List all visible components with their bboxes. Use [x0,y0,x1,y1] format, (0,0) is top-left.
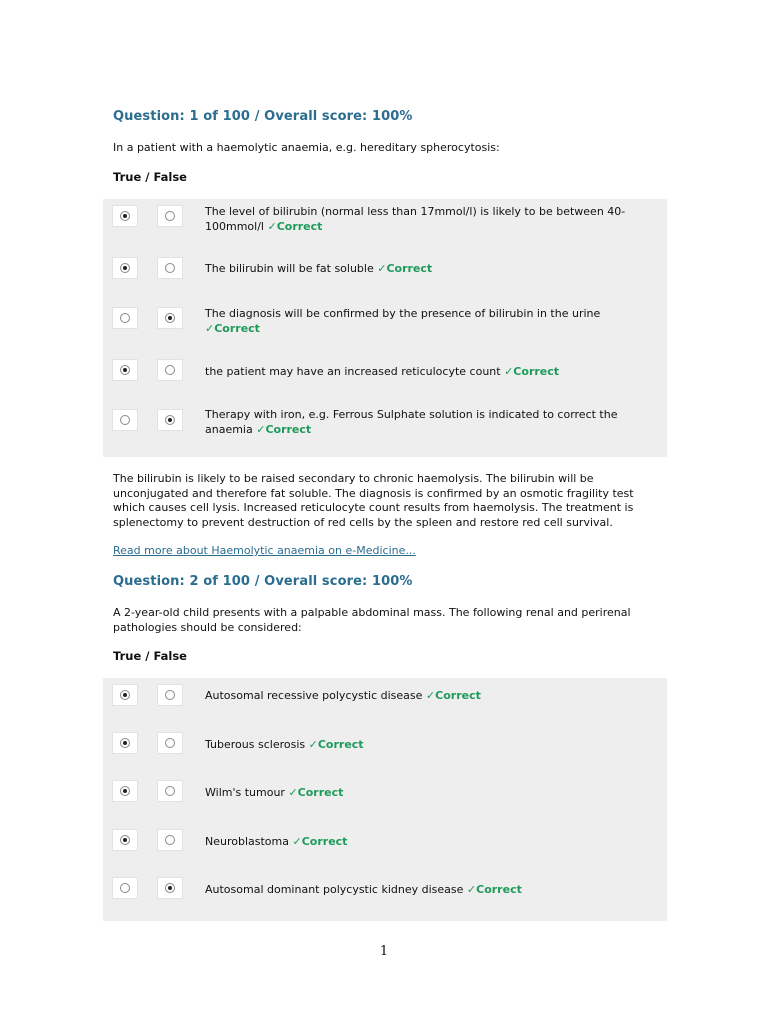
question-2-answers [103,678,667,921]
answer-text: The diagnosis will be confirmed by the presence of bilirubin in the urine [205,307,601,320]
question-2-text: A 2-year-old child presents with a palpable abdominal mass. The following renal and perirenal pathologies should be considered: [113,606,631,634]
true-radio-button[interactable] [120,883,130,893]
false-radio-cell [157,732,183,754]
answer-statement [205,882,650,897]
correct-label: ✓Correct [267,220,323,233]
question-1-title: Question: 1 of 100 / Overall score: 100% [113,109,413,124]
true-radio-cell [112,307,138,329]
false-radio-cell [157,307,183,329]
false-radio-cell [157,877,183,899]
correct-label: ✓Correct [308,738,364,751]
true-radio-cell [112,205,138,227]
true-radio-cell [112,257,138,279]
answer-statement [205,364,650,379]
true-radio-button[interactable] [120,211,130,221]
correct-label: ✓Correct [288,786,344,799]
question-1-explanation: The bilirubin is likely to be raised secondary to chronic haemolysis. The bilirubin will be unconjugated and therefore fat soluble. The diagnosis is confirmed by an osmotic fragility test which causes cell lysis. Increased reticulocyte count results from haemolysis. The treatment is splenectomy to prevent destruction of red cells by the spleen and restore red cell survival. [113,472,634,529]
false-radio-button[interactable] [165,835,175,845]
emedicine-link[interactable]: Read more about Haemolytic anaemia on e-Medicine... [113,544,416,557]
answer-text: Tuberous sclerosis [205,738,306,751]
false-radio-button[interactable] [165,263,175,273]
answer-text: The level of bilirubin (normal less than 17mmol/l) is likely to be between 40-100mmol/l [205,205,626,233]
correct-label: ✓Correct [377,262,433,275]
answer-statement [205,204,650,234]
true-radio-cell [112,829,138,851]
false-radio-cell [157,829,183,851]
false-radio-cell [157,684,183,706]
true-radio-button[interactable] [120,786,130,796]
false-radio-cell [157,205,183,227]
false-radio-cell [157,359,183,381]
correct-label: ✓Correct [205,322,260,335]
true-radio-cell [112,359,138,381]
true-radio-button[interactable] [120,365,130,375]
answer-statement [205,785,650,800]
question-1-text: In a patient with a haemolytic anaemia, e.g. hereditary spherocytosis: [113,141,500,154]
question-1-true-false-label: True / False [113,170,187,184]
false-radio-button[interactable] [165,365,175,375]
true-radio-button[interactable] [120,835,130,845]
answer-text: Wilm's tumour [205,786,285,799]
true-radio-cell [112,732,138,754]
page-number: 1 [379,944,389,959]
answer-text: Neuroblastoma [205,835,289,848]
false-radio-button[interactable] [165,415,175,425]
correct-label: ✓Correct [425,689,481,702]
true-radio-button[interactable] [120,738,130,748]
correct-label: ✓Correct [256,423,312,436]
answer-text: Autosomal dominant polycystic kidney disease [205,883,464,896]
answer-text: The bilirubin will be fat soluble [205,262,374,275]
false-radio-button[interactable] [165,738,175,748]
false-radio-cell [157,257,183,279]
question-2-title: Question: 2 of 100 / Overall score: 100% [113,574,413,589]
answer-statement [205,688,650,703]
answer-text: the patient may have an increased reticulocyte count [205,365,501,378]
question-1-answers [103,199,667,457]
true-radio-cell [112,409,138,431]
true-radio-button[interactable] [120,690,130,700]
true-radio-cell [112,877,138,899]
true-radio-cell [112,684,138,706]
true-radio-button[interactable] [120,313,130,323]
correct-label: ✓Correct [504,365,560,378]
answer-text: Autosomal recessive polycystic disease [205,689,423,702]
question-2-true-false-label: True / False [113,649,187,663]
false-radio-cell [157,409,183,431]
answer-statement [205,407,650,437]
false-radio-button[interactable] [165,211,175,221]
false-radio-cell [157,780,183,802]
true-radio-cell [112,780,138,802]
false-radio-button[interactable] [165,786,175,796]
true-radio-button[interactable] [120,415,130,425]
false-radio-button[interactable] [165,313,175,323]
false-radio-button[interactable] [165,883,175,893]
answer-statement [205,834,650,849]
false-radio-button[interactable] [165,690,175,700]
true-radio-button[interactable] [120,263,130,273]
answer-statement [205,737,650,752]
answer-statement [205,261,650,276]
correct-label: ✓Correct [466,883,522,896]
answer-text: Therapy with iron, e.g. Ferrous Sulphate solution is indicated to correct the anaemia [205,408,618,436]
correct-label: ✓Correct [292,835,348,848]
answer-statement [205,306,650,336]
